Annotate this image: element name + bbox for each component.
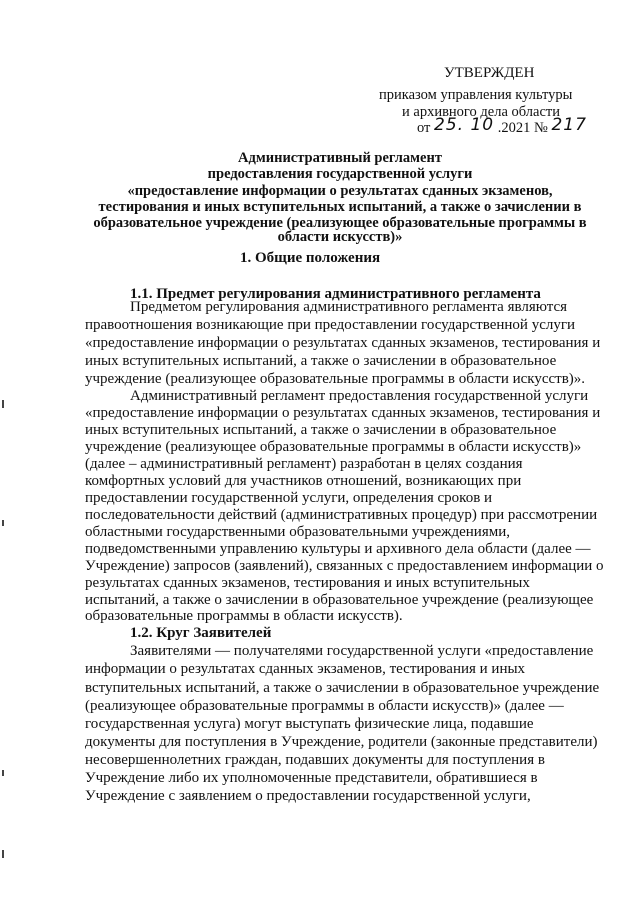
paragraph-line: образовательные программы в области искусств). xyxy=(85,608,403,624)
scan-mark xyxy=(2,400,4,408)
paragraph-line: учреждение (реализующее образовательные программы в области искусств)». xyxy=(85,371,586,387)
approval-dept-line: и архивного дела области xyxy=(402,104,560,120)
paragraph-line: результатах сданных экзаменов, тестирования и иных вступительных xyxy=(85,575,530,591)
paragraph-line: правоотношения возникающие при предоставлении государственной услуги xyxy=(85,317,576,333)
paragraph-line: «предоставление информации о результатах сданных экзаменов, тестирования и xyxy=(85,335,601,351)
paragraph-line: вступительных испытаний, а также о зачислении в образовательное учреждение xyxy=(85,680,600,696)
paragraph-line: комфортных условий для участников отношений, возникающих при xyxy=(85,473,522,489)
subsection-heading: 1.1. Предмет регулирования административного регламента xyxy=(130,286,541,302)
paragraph-line: Заявителями — получателями государственной услуги «предоставление xyxy=(130,643,594,659)
document-title-line: предоставления государственной услуги xyxy=(207,166,473,182)
date-prefix: от xyxy=(417,120,431,136)
handwritten-number: 217 xyxy=(551,115,587,135)
paragraph-line: Учреждение с заявлением о предоставлении государственной услуги, xyxy=(85,788,531,804)
approval-date-line xyxy=(417,115,587,136)
approval-title: УТВЕРЖДЕН xyxy=(444,65,535,81)
paragraph-line: (далее – административный регламент) разработан в целях создания xyxy=(85,456,523,472)
paragraph-line: информации о результатах сданных экзаменов, тестирования и иных xyxy=(85,661,526,677)
paragraph-line: «предоставление информации о результатах сданных экзаменов, тестирования и xyxy=(85,405,601,421)
paragraph-line: подведомственными управлению культуры и архивного дела области (далее — xyxy=(85,541,591,557)
paragraph-line: последовательности действий (административных процедур) при рассмотрении xyxy=(85,507,598,523)
paragraph-line: государственная услуга) могут выступать физические лица, подавшие xyxy=(85,716,534,732)
handwritten-date: 25. 10 xyxy=(434,115,495,135)
scan-mark xyxy=(2,850,4,858)
scan-mark xyxy=(2,770,4,776)
paragraph-line: иных вступительных испытаний, а также о зачислении в образовательное xyxy=(85,353,557,369)
approval-order-line: приказом управления культуры xyxy=(379,87,573,103)
scan-mark xyxy=(2,520,4,526)
document-title-line: тестирования и иных вступительных испытаний, а также о зачислении в xyxy=(98,199,582,215)
document-title-line: «предоставление информации о результатах сданных экзаменов, xyxy=(127,183,553,199)
paragraph-line: областными государственными образовательными учреждениями, xyxy=(85,524,510,540)
paragraph-line: документы для поступления в Учреждение, родители (законные представители) xyxy=(85,734,598,750)
paragraph-line: испытаний, а также о зачислении в образовательное учреждение (реализующее xyxy=(85,592,594,608)
document-title: Административный регламент xyxy=(238,150,442,166)
paragraph-line: Учреждение либо их уполномоченные представители, обратившиеся в xyxy=(85,770,538,786)
paragraph-line: несовершеннолетних граждан, подавших документы для поступления в xyxy=(85,752,545,768)
section-heading: 1. Общие положения xyxy=(240,250,381,266)
document-title-line: области искусств)» xyxy=(277,229,403,245)
paragraph-line: учреждение (реализующее образовательные программы в области искусств)» xyxy=(85,439,582,455)
paragraph-line: предоставлении государственной услуги, определения сроков и xyxy=(85,490,493,506)
document-title-line: образовательное учреждение (реализующее образовательные программы в xyxy=(93,215,587,231)
paragraph-line: (реализующее образовательные программы в области искусств)» (далее — xyxy=(85,698,564,714)
paragraph-line: Учреждение) запросов (заявлений), связанных с предоставлением информации о xyxy=(85,558,604,574)
paragraph-line: иных вступительных испытаний, а также о зачислении в образовательное xyxy=(85,422,557,438)
date-year: .2021 № xyxy=(497,120,548,136)
paragraph-line: Административный регламент предоставления государственной услуги xyxy=(130,388,589,404)
subsection-heading: 1.2. Круг Заявителей xyxy=(130,625,272,641)
paragraph-line: Предметом регулирования административного регламента являются xyxy=(130,299,568,315)
